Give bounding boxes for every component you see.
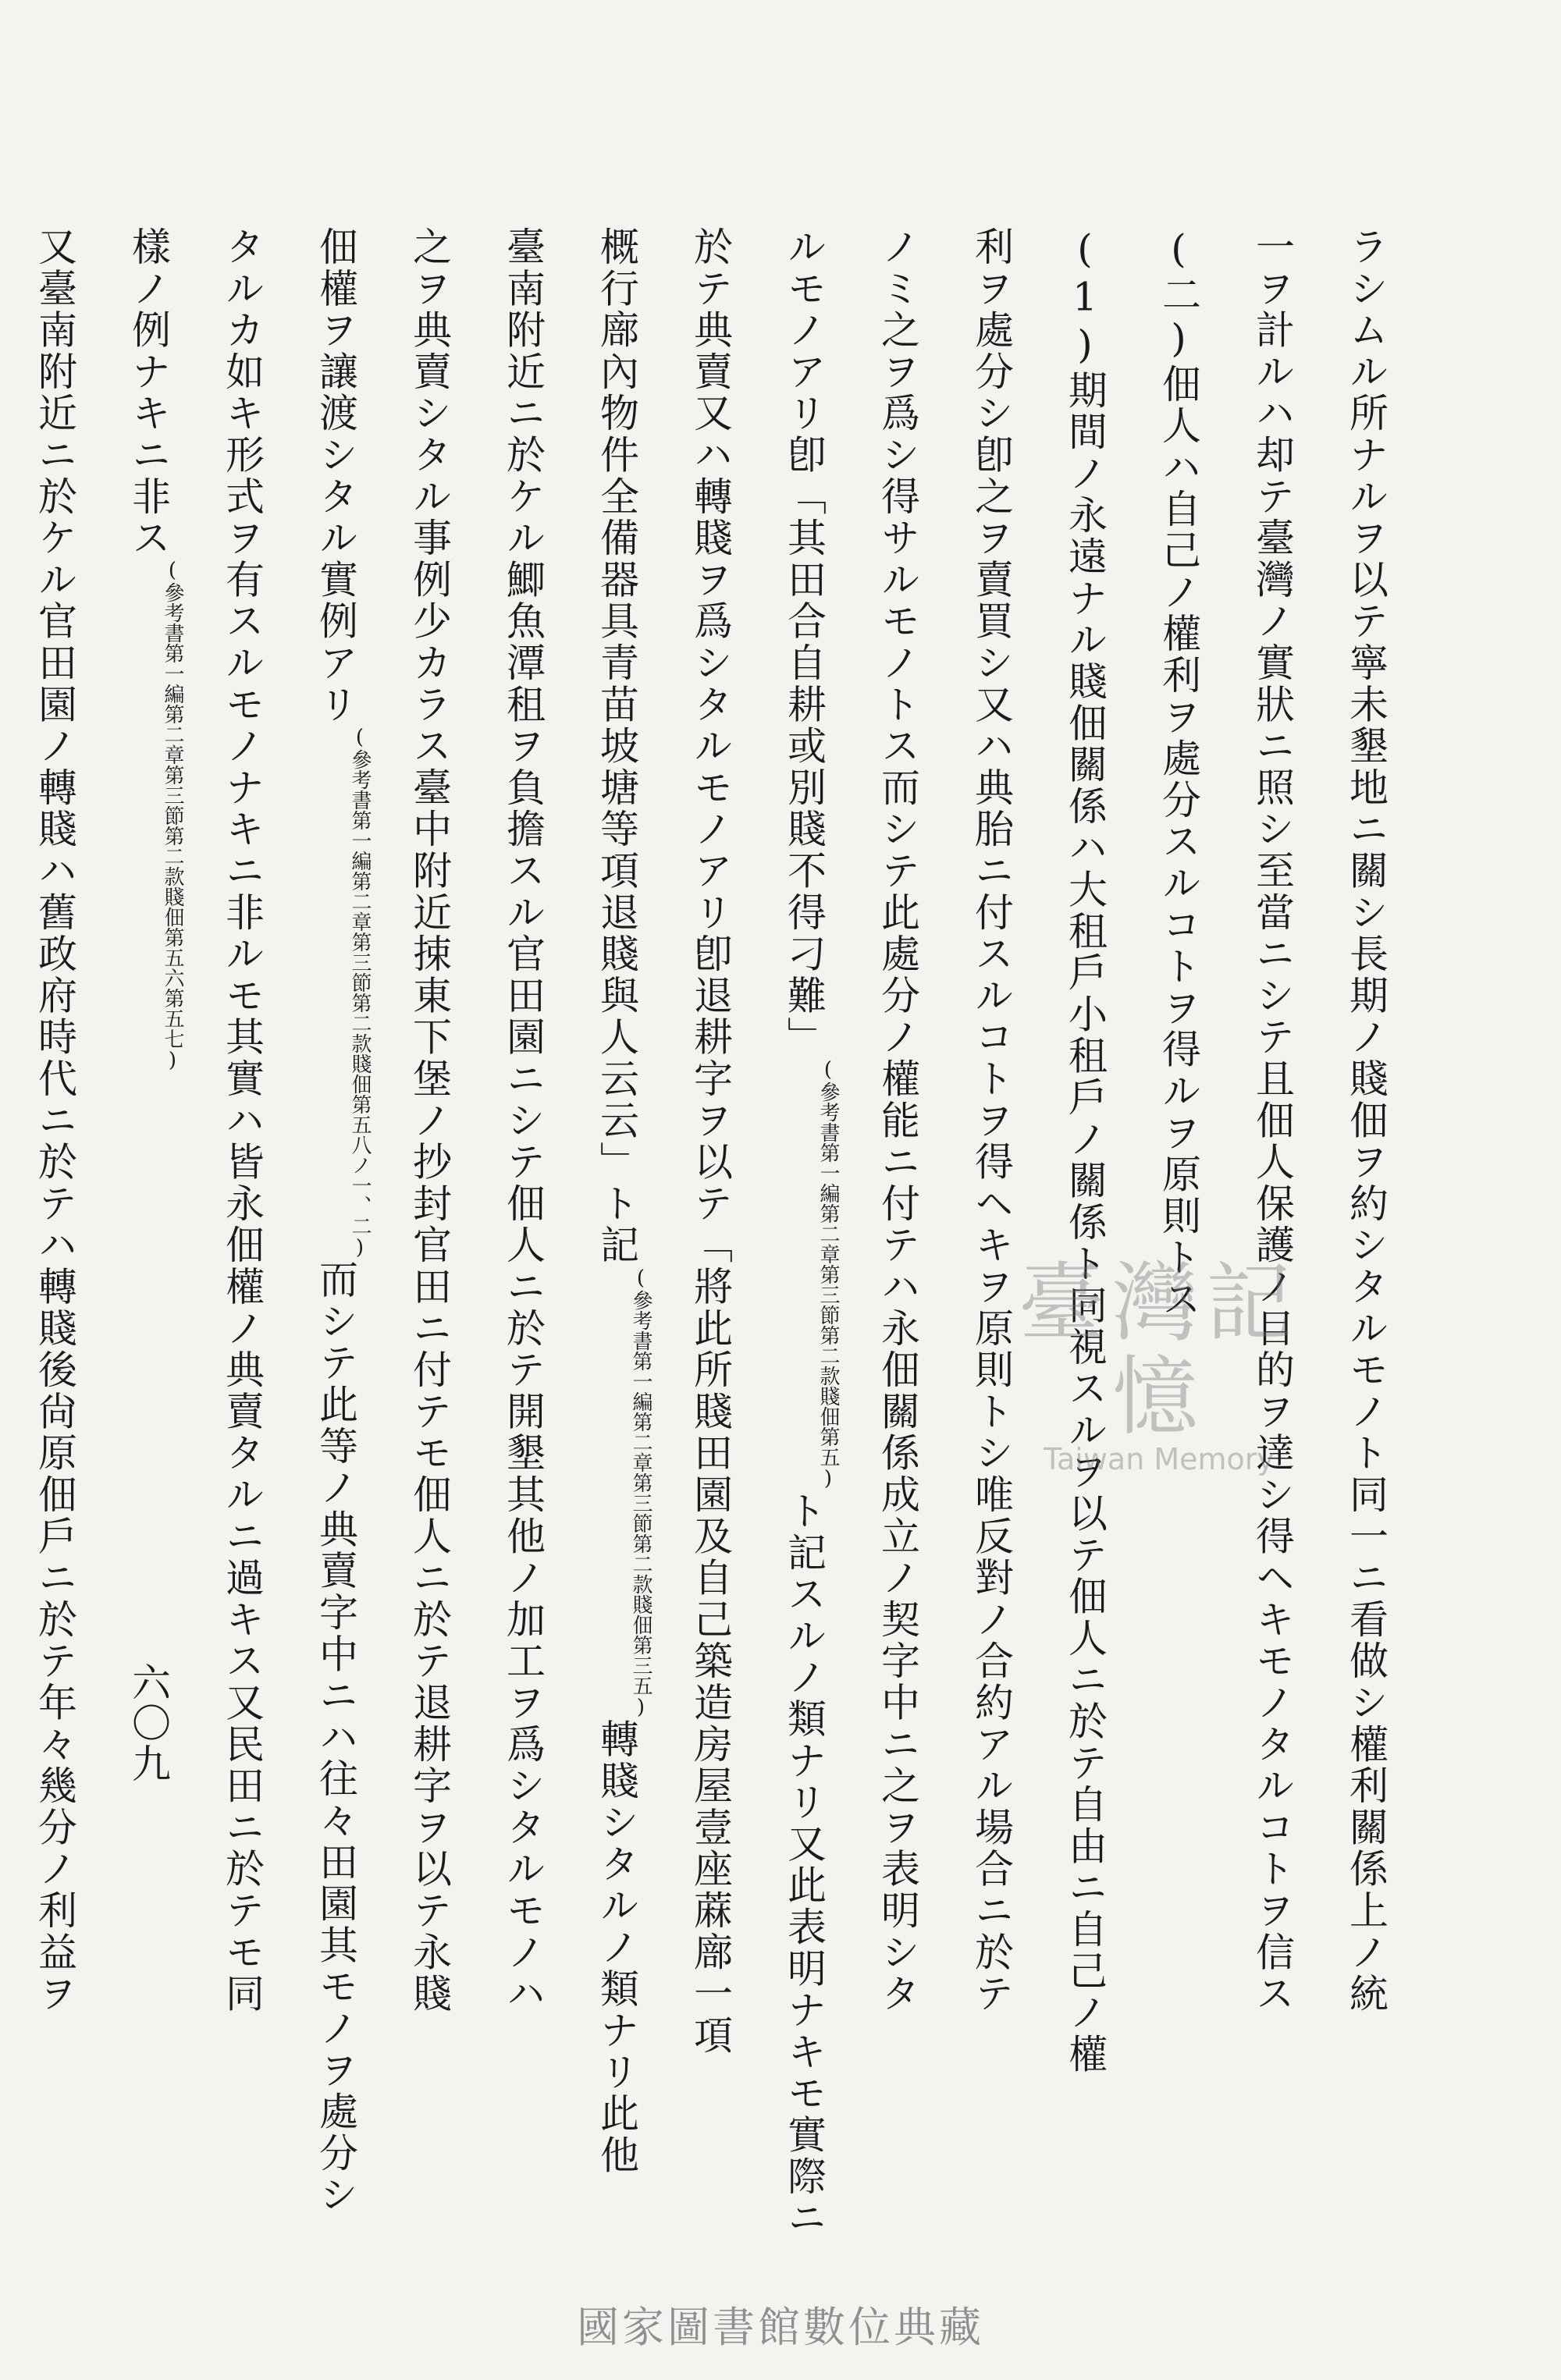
page-number: 六〇九 [126,1662,171,1784]
text-line: ノミ之ヲ爲シ得サルモノトス而シテ此處分ノ權能ニ付テハ永佃關係成立ノ契字中ニ之ヲ表明シタ [875,226,920,2015]
text-line: 利ヲ處分シ卽之ヲ賣買シ又ハ典胎ニ付スルコトヲ得ヘキヲ原則トシ唯反對ノ合約アル場合ニ於テ [969,226,1014,2015]
reference-note: (參考書第一編第二章第三節第二款賤佃第五六第五七) [161,559,184,1073]
reference-note: (參考書第一編第二章第三節第二款賤佃第五) [816,1058,840,1490]
reference-note: (參考書第一編第二章第三節第二款賤佃第五八ノ一、二) [348,725,372,1259]
text-line: タルカ如キ形式ヲ有スルモノナキニ非ルモ其實ハ皆永佃權ノ典賣タルニ過キス又民田ニ於テモ同 [219,226,265,2015]
text-line: 臺南附近ニ於ケル鯽魚潭租ヲ負擔スル官田園ニシテ佃人ニ於テ開墾其他ノ加工ヲ爲シタルモノハ [500,226,546,2015]
watermark-subtitle: Taiwan Memory [1044,1442,1275,1476]
text-line: 又臺南附近ニ於ケル官田園ノ轉賤ハ舊政府時代ニ於テハ轉賤後尙原佃戶ニ於テ年々幾分ノ利益ヲ [32,226,77,2015]
text-line: (1)期間ノ永遠ナル賤佃關係ハ大租戶小租戶ノ關係ト同視スルヲ以テ佃人ニ於テ自由ニ自己ノ權 [1062,226,1108,2076]
text-line: 佃權ヲ讓渡シタル實例アリ(參考書第一編第二章第三節第二款賤佃第五八ノ一、二)而シテ此等ノ典賣字中ニハ往々田園其モノヲ處分シ [313,226,372,2216]
footer-credit: 國家圖書館數位典藏 [577,2303,984,2352]
text-line: 一ヲ計ルハ却テ臺灣ノ實狀ニ照シ至當ニシテ且佃人保護ノ目的ヲ達シ得ヘキモノタルコトヲ信ス [1250,226,1295,2015]
text-line [0,226,8,2044]
text-line: ルモノアリ卽「其田合自耕或別賤不得刁難」(參考書第一編第二章第三節第二款賤佃第五)ト記スルノ類ナリ又此表明ナキモ實際ニ [781,226,840,2240]
watermark-title: 臺灣記憶 [1019,1253,1300,1447]
reference-note: (參考書第一編第二章第三節第二款賤佃第三五) [629,1266,652,1719]
text-line: ラシムル所ナルヲ以テ寧未墾地ニ關シ長期ノ賤佃ヲ約シタルモノト同一ニ看做シ權利關係上ノ統 [1343,226,1389,2015]
text-line: 之ヲ典賣シタル事例少カラス臺中附近捒東下堡ノ抄封官田ニ付テモ佃人ニ於テ退耕字ヲ以テ永賤 [407,226,452,2015]
text-line: (二)佃人ハ自己ノ權利ヲ處分スルコトヲ得ルヲ原則トス [1156,226,1201,1320]
body-text [0,226,1413,2240]
text-line: 於テ典賣又ハ轉賤ヲ爲シタルモノアリ卽退耕字ヲ以テ「將此所賤田園及自己築造房屋壹座蔴廍一項 [688,226,733,2057]
text-line: 概行廍內物件全備器具青苗坡塘等項退賤與人云云」ト記(參考書第一編第二章第三節第二款賤佃第三五)轉賤シタルノ類ナリ此他 [594,226,652,2176]
text-line: 樣ノ例ナキニ非ス(參考書第一編第二章第三節第二款賤佃第五六第五七) [126,226,184,1073]
